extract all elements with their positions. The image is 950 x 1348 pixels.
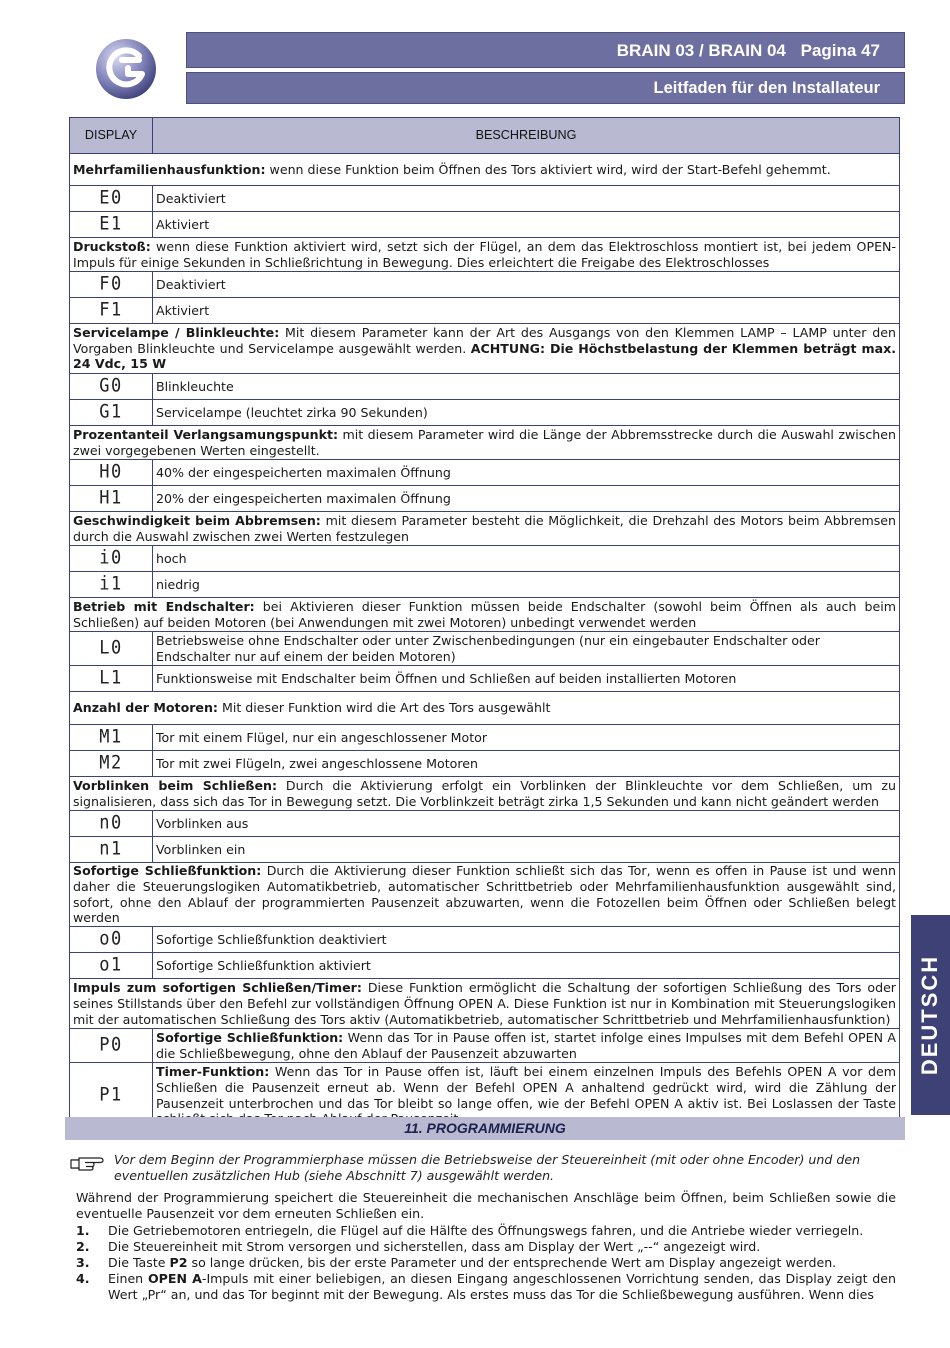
lcd-code: H0 (99, 460, 123, 483)
param-description (70, 426, 900, 460)
display-code-cell (70, 927, 153, 953)
section-title-bar (65, 1117, 905, 1140)
param-title: Impuls zum sofortigen Schließen/Timer: (73, 979, 362, 995)
language-label: DEUTSCH (917, 954, 943, 1076)
param-description (70, 979, 900, 1029)
option-label: Servicelampe (leuchtet zirka 90 Sekunden) (156, 404, 428, 420)
param-title: Druckstoß: (73, 238, 151, 254)
param-text: Durch die Aktivierung erfolgt ein Vorblinken der Blinkleuchte vor dem Schließen, um zu signalisieren, dass sich das Tor in Bewegung setzt. Die Vorblinkzeit beträgt zirka 1,5 Sekunden und kann nicht geändert werden (73, 777, 896, 809)
param-description (70, 692, 900, 725)
brand-logo (95, 38, 157, 100)
step-bold: P2 (169, 1255, 188, 1270)
param-title: Servicelampe / Blinkleuchte: (73, 324, 280, 340)
display-code-cell (70, 666, 153, 692)
option-description (153, 666, 900, 692)
header-title-bar (186, 32, 905, 68)
language-side-tab (911, 915, 950, 1115)
option-description (153, 374, 900, 400)
table-header-row (70, 118, 900, 154)
option-label: Betriebsweise ohne Endschalter oder unter Zwischenbedingungen (nur ein eingebauter Endschalter oder Endschalter nur auf einem der beiden Motoren) (156, 632, 820, 664)
lcd-code: n0 (99, 811, 123, 834)
display-code-cell (70, 1029, 153, 1063)
display-code-cell (70, 374, 153, 400)
lcd-code: H1 (99, 486, 123, 509)
param-text: bei Aktivieren dieser Funktion müssen beide Endschalter (sowohl beim Öffnen als auch beim Schließen) auf beiden Motoren (bei Anwendungen mit zwei Motoren) unbedingt verwendet werden (73, 598, 896, 630)
table-row (70, 546, 900, 572)
lcd-code: F0 (99, 272, 123, 295)
description-column-header: BESCHREIBUNG (153, 118, 900, 154)
param-text: mit diesem Parameter wird die Länge der Abbremsstrecke durch die Auswahl zwischen zwei vorgegebenen Werten eingestellt. (73, 426, 896, 458)
step-text (108, 1271, 896, 1303)
step-bold: OPEN A (147, 1271, 202, 1286)
param-text: Mit dieser Funktion wird die Art des Tors ausgewählt (217, 700, 551, 716)
table-row (70, 811, 900, 837)
option-description (153, 811, 900, 837)
option-description (153, 725, 900, 751)
display-code-cell (70, 486, 153, 512)
option-label: Deaktiviert (156, 276, 226, 292)
table-row (70, 666, 900, 692)
display-code-cell (70, 186, 153, 212)
table-row (70, 212, 900, 238)
step-text: Die Steuereinheit mit Strom versorgen und sicherstellen, dass am Display der Wert „--“ angezeigt wird. (108, 1239, 761, 1254)
param-title: Geschwindigkeit beim Abbremsen: (73, 512, 321, 528)
param-text: Durch die Aktivierung dieser Funktion schließt sich das Tor, wenn es offen in Pause ist und wenn daher die Steuerungslogiken Automatikbetrieb, automatischer Schrittbetrieb oder Mehrfamilienhausfunktion ausgewählt sind, sofort, ohne den Ablauf der programmierten Pausenzeit abzuwarten, wenn die Fotozellen beim Öffnen oder Schließen belegt werden (73, 863, 896, 926)
display-code-cell (70, 572, 153, 598)
param-description (70, 598, 900, 632)
option-description (153, 186, 900, 212)
option-description (153, 927, 900, 953)
option-label: Tor mit einem Flügel, nur ein angeschlossener Motor (156, 729, 488, 745)
option-label: Sofortige Schließfunktion deaktiviert (156, 931, 387, 947)
param-description (70, 238, 900, 272)
option-description (153, 837, 900, 863)
intro-paragraph: Während der Programmierung speichert die Steuereinheit die mechanischen Anschläge beim Öffnen, beim Schließen sowie die eventuelle Pausenzeit vor dem erneuten Schließen ein. (76, 1190, 896, 1221)
option-label: Vorblinken aus (156, 815, 249, 831)
option-description (153, 486, 900, 512)
param-group-row (70, 692, 900, 725)
param-text: wenn diese Funktion aktiviert wird, setzt sich der Flügel, an dem das Elektroschloss montiert ist, bei jedem OPEN-Impuls für einige Sekunden in Schließrichtung in Bewegung. Dies erleichtert die Freigabe des Elektroschlosses (73, 238, 896, 270)
step-number: 4. (76, 1271, 90, 1286)
doc-subtitle: Leitfaden für den Installateur (653, 79, 880, 97)
table-row (70, 572, 900, 598)
table-row (70, 953, 900, 979)
option-label: Deaktiviert (156, 190, 226, 206)
section-title: 11. PROGRAMMIERUNG (404, 1120, 566, 1136)
param-title: Mehrfamilienhausfunktion: (73, 161, 266, 177)
table-row (70, 751, 900, 777)
step-pre: Die Taste (108, 1255, 170, 1270)
pointing-hand-icon (70, 1155, 104, 1171)
lcd-code: G0 (99, 374, 123, 397)
option-label: Aktiviert (156, 216, 210, 232)
param-title: Sofortige Schließfunktion: (73, 863, 262, 878)
page-number: Pagina 47 (800, 41, 880, 60)
option-description (153, 460, 900, 486)
param-group-row (70, 512, 900, 546)
option-description (153, 632, 900, 666)
display-code-cell (70, 212, 153, 238)
table-row (70, 486, 900, 512)
lcd-code: o1 (99, 953, 123, 976)
option-description (153, 751, 900, 777)
programming-body (76, 1190, 896, 1303)
list-item (76, 1239, 896, 1255)
step-text: Die Getriebemotoren entriegeln, die Flügel auf die Hälfte des Öffnungswegs fahren, und die Antriebe wieder verriegeln. (108, 1223, 864, 1238)
option-label: 20% der eingespeicherten maximalen Öffnung (156, 490, 451, 506)
display-code-cell (70, 725, 153, 751)
param-group-row (70, 863, 900, 927)
step-text (108, 1255, 896, 1271)
param-description (70, 324, 900, 374)
doc-title: BRAIN 03 / BRAIN 04 (616, 41, 786, 60)
param-text: mit diesem Parameter besteht die Möglichkeit, die Drehzahl des Motors beim Abbremsen durch die Auswahl zwischen zwei Werten festzulegen (73, 512, 896, 544)
option-description (153, 298, 900, 324)
lcd-code: P1 (99, 1083, 123, 1106)
table-row (70, 400, 900, 426)
table-body (70, 154, 900, 1129)
lcd-code: i1 (99, 572, 123, 595)
param-title: Betrieb mit Endschalter: (73, 598, 255, 614)
display-code-cell (70, 400, 153, 426)
param-group-row (70, 238, 900, 272)
programming-note (70, 1152, 900, 1184)
param-description (70, 512, 900, 546)
param-group-row (70, 426, 900, 460)
option-label: Blinkleuchte (156, 378, 234, 394)
display-code-cell (70, 272, 153, 298)
step-number: 1. (76, 1223, 90, 1238)
display-code-cell (70, 953, 153, 979)
step-number: 2. (76, 1239, 90, 1254)
display-code-cell (70, 632, 153, 666)
option-label: hoch (156, 550, 187, 566)
lcd-code: n1 (99, 837, 123, 860)
lcd-code: M2 (99, 751, 123, 774)
display-code-cell (70, 460, 153, 486)
table-row (70, 186, 900, 212)
option-label: niedrig (156, 576, 200, 592)
option-label: Vorblinken ein (156, 841, 246, 857)
table-row (70, 725, 900, 751)
option-label: Sofortige Schließfunktion aktiviert (156, 957, 371, 973)
lcd-code: M1 (99, 725, 123, 748)
lcd-code: L1 (99, 666, 123, 689)
param-description (70, 777, 900, 811)
option-label: 40% der eingespeicherten maximalen Öffnung (156, 464, 451, 480)
option-label: Funktionsweise mit Endschalter beim Öffnen und Schließen auf beiden installierten Motoren (156, 670, 737, 686)
table-row (70, 298, 900, 324)
param-group-row (70, 777, 900, 811)
lcd-code: P0 (99, 1033, 123, 1056)
option-label-bold: Timer-Funktion: (156, 1064, 270, 1080)
lcd-code: i0 (99, 546, 123, 569)
lcd-code: L0 (99, 636, 123, 659)
option-description (153, 212, 900, 238)
param-text: Mit diesem Parameter kann der Art des Ausgangs von den Klemmen LAMP – LAMP unter den Vorgaben Blinkleuchte und Servicelampe ausgewählt werden. (73, 324, 896, 356)
step-rest: so lange drücken, bis der erste Parameter und der entsprechende Wert am Display angezeigt werden. (187, 1255, 837, 1270)
option-label-bold: Sofortige Schließfunktion: (156, 1029, 344, 1045)
note-text: Vor dem Beginn der Programmierphase müssen die Betriebsweise der Steuereinheit (mit oder ohne Encoder) und den eventuellen zusätzlichen Hub (siehe Abschnitt 7) ausgewählt werden. (114, 1152, 861, 1183)
display-code-cell (70, 546, 153, 572)
param-title: Prozentanteil Verlangsamungspunkt: (73, 426, 338, 442)
display-code-cell (70, 837, 153, 863)
parameter-table-wrapper (69, 117, 899, 1129)
param-warning: ACHTUNG: Die Höchstbelastung der Klemmen beträgt max. 24 Vdc, 15 W (73, 340, 896, 372)
lcd-code: E0 (99, 186, 123, 209)
table-row (70, 632, 900, 666)
param-group-row (70, 324, 900, 374)
param-group-row (70, 154, 900, 186)
display-code-cell (70, 811, 153, 837)
param-title: Vorblinken beim Schließen: (73, 777, 277, 793)
option-description (153, 1029, 900, 1063)
table-row (70, 927, 900, 953)
display-code-cell (70, 751, 153, 777)
lcd-code: G1 (99, 400, 123, 423)
table-row (70, 837, 900, 863)
param-group-row (70, 598, 900, 632)
step-rest: -Impuls mit einer beliebigen, an diesen Eingang angeschlossenen Vorrichtung senden, das Display zeigt den Wert „Pr“ an, und das Tor beginnt mit der Bewegung. Als erstes muss das Tor die Schließbewegung ausführen. Wenn dies (108, 1271, 896, 1302)
param-description (70, 154, 900, 186)
list-item (76, 1255, 896, 1271)
param-title: Anzahl der Motoren: (73, 700, 218, 716)
header-subtitle-bar (186, 72, 905, 104)
steps-list (76, 1223, 896, 1303)
table-row (70, 460, 900, 486)
lcd-code: o0 (99, 927, 123, 950)
lcd-code: F1 (99, 298, 123, 321)
lcd-code: E1 (99, 212, 123, 235)
option-description (153, 400, 900, 426)
param-group-row (70, 979, 900, 1029)
param-description (70, 863, 900, 927)
param-text: wenn diese Funktion beim Öffnen des Tors aktiviert wird, wird der Start-Befehl gehemmt. (265, 161, 831, 177)
list-item (76, 1223, 896, 1239)
option-description (153, 272, 900, 298)
option-label: Wenn das Tor in Pause offen ist, läuft bei einem einzelnen Impuls des Befehls OPEN A vor dem Schließen die Pausenzeit erneut ab. Wenn der Befehl OPEN A anhaltend gedrückt wird, wird die Zählung der Pausenzeit unterbrochen und das Tor bleibt so lange offen, wie der Befehl OPEN A aktiv ist. Bei Loslassen der Taste (156, 1064, 896, 1111)
option-description (153, 953, 900, 979)
param-text: Diese Funktion ermöglicht die Schaltung der sofortigen Schließung des Tors oder seines Stillstands über den Befehl zur vollständigen Öffnung OPEN A. Diese Funktion ist nur in Kombination mit Steuerungslogiken mit der automatischen Schließung des Tors aktiv (Automatikbetrieb, automatischer Schrittbetrieb und Mehrfamilienhausfunktion) (73, 979, 896, 1027)
display-column-header: DISPLAY (70, 118, 153, 154)
display-code-cell (70, 298, 153, 324)
table-row (70, 1029, 900, 1063)
parameter-table (69, 117, 900, 1129)
step-pre: Einen (108, 1271, 148, 1286)
option-label: Tor mit zwei Flügeln, zwei angeschlossene Motoren (156, 755, 478, 771)
option-description (153, 572, 900, 598)
table-row (70, 272, 900, 298)
step-number: 3. (76, 1255, 90, 1270)
table-row (70, 374, 900, 400)
option-label: Wenn das Tor in Pause offen ist, startet infolge eines Impulses mit dem Befehl OPEN A die Schließbewegung, ohne den Ablauf der Pausenzeit abzuwarten (156, 1029, 896, 1061)
option-label: Aktiviert (156, 302, 210, 318)
list-item (76, 1271, 896, 1303)
option-description (153, 546, 900, 572)
